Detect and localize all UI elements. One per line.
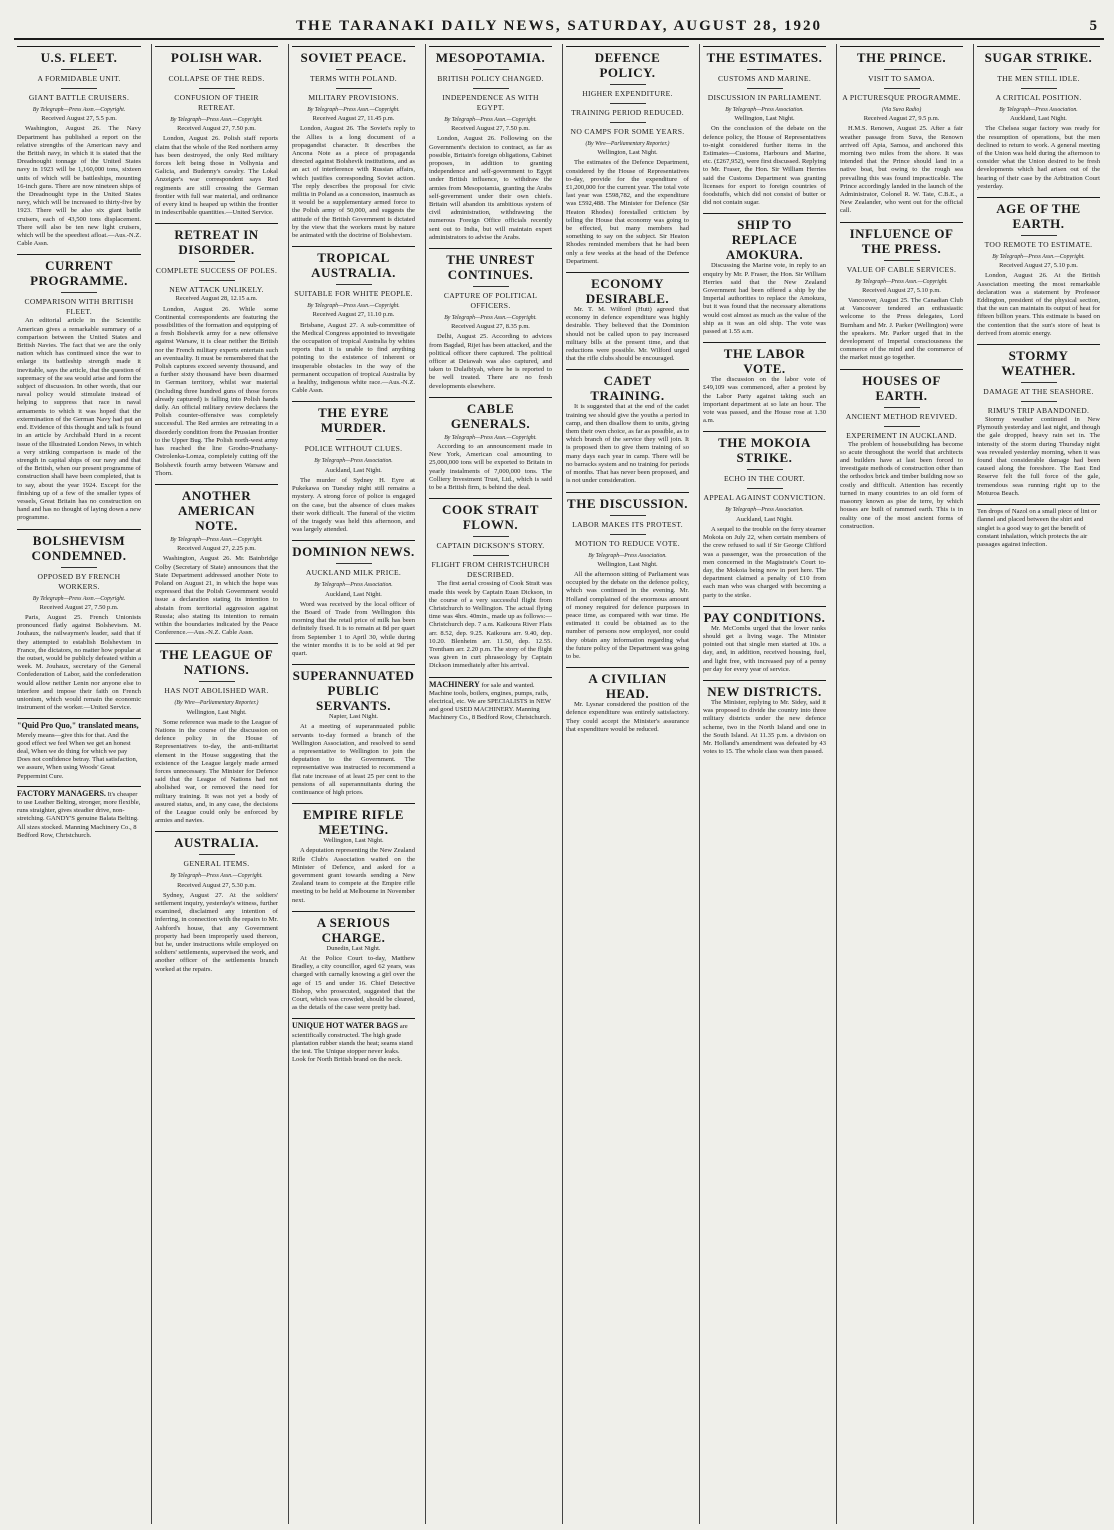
news-story	[840, 46, 963, 216]
separator-rule	[747, 488, 783, 489]
story-headline: THE DISCUSSION.	[566, 492, 689, 511]
separator-rule	[473, 88, 509, 89]
separator-rule	[61, 88, 97, 89]
column-4	[425, 44, 555, 1524]
story-body: Stormy weather continued in New Plymouth yesterday and last night, and though the gale dropped, heavy rain set in. The intensity of the storm during Thursday night was revealed yesterday morning, when it was found that considerable damage had been caused along the foreshore. The East End Reserve felt the full force of the gale, tremendous seas running right up to the Moturoa Beach.	[977, 416, 1100, 497]
story-body: London, August 26. Polish staff reports claim that the whole of the Red northern army has been destroyed, the only Red military forces left being those in Volhynia and Galicia, and Budenny's cavalry. The Lokal Anzeiger's war correspondent says Red regiments are still crossing the German frontier with full war material, and ordinance of every kind is heaped up within the frontier in indescribable quantities.—United Service.	[155, 135, 278, 217]
story-headline: THE ESTIMATES.	[703, 46, 826, 65]
dateline: Received August 27, 5.10 p.m.	[999, 262, 1078, 270]
story-body: The first aerial crossing of Cook Strait was made this week by Captain Euan Dickson, in the course of a very successful flight from Christchurch to Wellington. The actual flying time was 4hrs. 40min., made up as follows:— Christchurch dep. 7 a.m. Kaikoura River Flats arr. 8.52, dep. 9.25. Kaikoura arr. 9.40, dep. 10.20. Blenheim arr. 11.50, dep. 12.55. Trentham arr. 2.20 p.m. The story of the flight was given in curt phraseology by Captain Dickson immediately after his arrival.	[429, 580, 552, 670]
news-story	[566, 492, 689, 662]
story-headline: PAY CONDITIONS.	[703, 606, 826, 625]
news-story	[292, 246, 415, 395]
wire-credit: (By Wire—Parliamentary Reporter.)	[585, 141, 670, 147]
separator-rule	[1021, 88, 1057, 89]
story-subheading: GENERAL ITEMS.	[183, 859, 250, 869]
story-subheading: CONFUSION OF THEIR RETREAT.	[174, 93, 259, 112]
dateline: Received August 28, 12.15 a.m.	[175, 295, 258, 303]
news-story	[292, 46, 415, 240]
story-headline: CURRENT PROGRAMME.	[17, 254, 141, 288]
story-subheading: INDEPENDENCE AS WITH EGYPT.	[442, 93, 539, 112]
news-story	[292, 401, 415, 534]
story-subheading: ANCIENT METHOD REVIVED.	[845, 411, 958, 421]
wire-credit: By Telegraph—Press Assn.—Copyright.	[444, 315, 537, 322]
story-subheading: LABOR MAKES ITS PROTEST.	[572, 519, 683, 529]
advertisement	[292, 1018, 415, 1064]
story-subheading: FLIGHT FROM CHRISTCHURCH DESCRIBED.	[431, 560, 550, 580]
story-subheading: DISCUSSION IN PARLIAMENT.	[707, 93, 822, 102]
dateline: Received August 27, 11.45 p.m.	[312, 115, 395, 123]
story-body: H.M.S. Renown, August 25. After a fair weather passage from Suva, the Renown arrived off Apia, Samoa, and anchored this morning two miles from the shore. It was intended that the Prince should land in a native boat, but owing to the rough sea prevailing this was found impracticable. The Prince accordingly landed in the launch of the Administrator, Colonel R. W. Tate, C.B.E., a New Zealander, who went out for the official call.	[840, 125, 963, 215]
story-subheading: NEW ATTACK UNLIKELY.	[169, 285, 264, 295]
separator-rule	[1021, 401, 1057, 402]
story-headline: BOLSHEVISM CONDEMNED.	[17, 529, 141, 563]
story-body: The Minister, replying to Mr. Sidey, said it was proposed to divide the country into three military districts under the new defence scheme, two in the North Island and one in the South Island. At 11.35 p.m. a division on Mr. Holland's amendment was defeated by 43 votes to 15. The whole class was then passed.	[703, 698, 826, 756]
dateline: Received August 27, 7.50 p.m.	[451, 125, 530, 133]
story-headline: THE LABOR VOTE.	[703, 342, 826, 376]
advert-title: UNIQUE HOT WATER BAGS	[292, 1021, 399, 1031]
dateline: Wellington, Last Night.	[597, 560, 658, 568]
dateline: Received August 27, 9.5 p.m.	[863, 115, 940, 123]
story-subheading: TOO REMOTE TO ESTIMATE.	[984, 240, 1093, 250]
separator-rule	[199, 261, 235, 262]
story-body: The murder of Sydney H. Eyre at Pukekawa on Tuesday night still remains a mystery. A strong force of police is engaged on the case, but the absence of clues makes their work difficult. The funeral of the victim of the tragedy was held this afternoon, and was largely attended.	[292, 476, 415, 534]
columns	[14, 44, 1104, 1524]
story-subheading: THE MEN STILL IDLE.	[997, 74, 1080, 83]
story-body: On the conclusion of the debate on the defence policy, the House of Representatives to-night considered further items in the Estimates—Customs, Harbours and Marine, etc. (£267,952), were first discussed. Replying to Mr. Fraser, the Hon. Sir William Herries said the Customs Department was granting licenses for export to foreign countries of foodstuffs, which did not consist of butter or did not contain sugar.	[703, 125, 826, 207]
dateline: Auckland, Last Night.	[736, 515, 793, 523]
separator-rule	[199, 280, 235, 281]
news-story	[292, 911, 415, 1013]
separator-rule	[610, 534, 646, 535]
news-story	[703, 213, 826, 336]
story-body: London, August 26. Following on the Government's decision to contract, as far as possible, Britain's foreign obligations, Cabinet proposes, in addition to granting independence and self-government to Egypt under British influence, to withdraw the armies from Mesopotamia, granting the Arabs self-government under their own chiefs. Britain will abandon its ambitious system of civil administration, withdrawing the numerous Foreign Office officials recently sent out to India, but will maintain expert administrators to advise the Arabs.	[429, 135, 552, 241]
news-story	[429, 498, 552, 670]
story-headline: INFLUENCE OF THE PRESS.	[840, 222, 963, 256]
separator-rule	[336, 439, 372, 440]
wire-credit: By Telegraph—Press Association.	[725, 507, 804, 514]
column-7	[836, 44, 966, 1524]
story-headline: SHIP TO REPLACE AMOKURA.	[703, 213, 826, 262]
dateline: Received August 27, 5.10 p.m.	[862, 286, 941, 294]
news-story	[292, 540, 415, 658]
separator-rule	[473, 286, 509, 287]
story-body: Paris, August 25. French Unionists pronounced flatly against Bolshevism. M. Jouhaux, the railwaymen's leader, said that if they attempted to establish Bolshevism in France, the dictators, no matter how popular at the outset, would be publicly defeated within a week. M. Jouhaux, secretary of the General Confederation of Labor, said the confederation would allow neither Lenin nor anyone else to interfere and impose their faith on French unionism, which would remain the economic instrument of the worker.—United Service.	[17, 613, 141, 712]
news-story	[17, 46, 141, 248]
news-story	[292, 803, 415, 905]
separator-rule	[747, 88, 783, 89]
wire-credit: (By Wire—Parliamentary Reporter.)	[174, 700, 259, 707]
column-3	[288, 44, 418, 1524]
story-subheading: OPPOSED BY FRENCH WORKERS.	[37, 571, 121, 591]
news-story	[155, 643, 278, 825]
story-subheading: CAPTAIN DICKSON'S STORY.	[436, 541, 545, 551]
separator-rule	[884, 69, 920, 70]
column-5	[562, 44, 692, 1524]
wire-credit: By Telegraph—Press Assn.—Copyright.	[32, 107, 126, 113]
advertisement	[17, 786, 141, 840]
column-6	[699, 44, 829, 1524]
story-subheading: HAS NOT ABOLISHED WAR.	[164, 686, 269, 696]
column-1	[14, 44, 144, 1524]
news-story	[977, 344, 1100, 498]
story-body: It is suggested that at the end of the cadet training we should give the youths a period in camp, and then disallow them to units, giving them their own choice, as far as possible, as to which branch of the service they will join. It is proposed then to give them training of so many days each year in camp. There will be no barracks system and no training for periods of months. That has never been proposed, and is not under consideration.	[566, 403, 689, 485]
story-body: All the afternoon sitting of Parliament was occupied by the debate on the defence policy, which was continued in the evening. Mr. Holland complained of the enormous amount of money required for defence purposes in peace time, as compared with war time. He estimated it could be obtained as to the number of persons now employed, nor could they obtain any information regarding what the future policy of the Department was going to be.	[566, 570, 689, 660]
dateline: Received August 27, 8.35 p.m.	[451, 323, 530, 331]
story-subheading: CUSTOMS AND MARINE.	[717, 74, 812, 83]
story-headline: NEW DISTRICTS.	[703, 680, 826, 699]
news-story	[566, 46, 689, 266]
wire-credit: (Via Suva Radio)	[881, 107, 922, 113]
news-story	[840, 222, 963, 363]
separator-rule	[884, 407, 920, 408]
dateline: Received August 27, 2.25 p.m.	[177, 545, 256, 553]
story-body: Mr. Lysnar considered the position of the defence expenditure was entirely satisfactory. They could accept the Minister's assurance that expenditure would be reduced.	[566, 701, 689, 733]
story-headline: ANOTHER AMERICAN NOTE.	[155, 484, 278, 533]
story-headline: THE LEAGUE OF NATIONS.	[155, 643, 278, 677]
story-subheading: COLLAPSE OF THE REDS.	[168, 74, 265, 83]
column-2	[151, 44, 281, 1524]
advert-title: MACHINERY	[429, 679, 480, 689]
story-body: Discussing the Marine vote, in reply to an enquiry by Mr. P. Fraser, the Hon. Sir William Herries said that the New Zealand Government had been offered a ship by the Imperial authorities to replace the Amokura, but it was found that the necessary alterations would cost almost as much as the value of the ship as it was an old ship. The vote was passed at 1.55 a.m.	[703, 262, 826, 336]
separator-rule	[884, 426, 920, 427]
advert-body: Merely means—give this for that. And the good effect we feel When we get an honest deal, When we do thing for which we pay Does not confidence betray. That satisfaction, we assure, When using Woods' Great Peppermint Cure.	[17, 731, 138, 780]
advertisement	[17, 718, 141, 780]
story-body: The estimates of the Defence Department, considered by the House of Representatives to-day, provide for the expenditure of £1,200,000 for the current year. The total vote last year was £598,782, and the expenditure was £592,488. The Minister for Defence (Sir Heaton Rhodes) forestalled criticism by telling the House that economy was going to be effected, but many members had something to say on the subject. Sir Heaton Rhodes reminded members that he had been only a few weeks at the head of the Defence Department.	[566, 159, 689, 265]
story-subheading: MILITARY PROVISIONS.	[308, 93, 399, 102]
story-headline: THE MOKOIA STRIKE.	[703, 431, 826, 465]
story-subheading: TERMS WITH POLAND.	[310, 74, 397, 83]
story-headline: SUPERANNUATED PUBLIC SERVANTS.	[292, 664, 415, 713]
story-subheading: APPEAL AGAINST CONVICTION.	[703, 493, 826, 503]
story-subheading: AUCKLAND MILK PRICE.	[305, 568, 402, 578]
story-headline: SOVIET PEACE.	[292, 46, 415, 65]
news-story	[703, 342, 826, 425]
wire-credit: By Telegraph—Press Assn.—Copyright.	[444, 117, 537, 123]
dateline: Auckland, Last Night.	[325, 590, 382, 598]
story-subheading: DAMAGE AT THE SEASHORE.	[983, 387, 1094, 397]
story-headline: THE UNREST CONTINUES.	[429, 248, 552, 282]
story-body: Vancouver, August 25. The Canadian Club at Vancouver tendered an enthusiastic welcome to the Press delegates, Lord Burnham and Mr. J. Parker (Wellington) were the speakers. Mr. Parker urged that in the development of Imperial consciousness the commerce of the mind and the commerce of the market must go together.	[840, 297, 963, 362]
story-body: Some reference was made to the League of Nations in the course of the discussion on defence policy in the House of Representatives to-day, the anti-militarist element in the House suggesting that the existence of the League largely made armed forces unnecessary. The Minister for Defence said that the League of Nations had not abolished war, or removed the need for military training. It was not yet a body of assured status, and, in any case, the decisions of the League could only be enforced by armies and navies.	[155, 718, 278, 825]
story-headline: DEFENCE POLICY.	[566, 46, 689, 80]
separator-rule	[747, 69, 783, 70]
story-body: Washington, August 26. Mr. Bainbridge Colby (Secretary of State) announces that the State Department addressed another Note to Poland on August 21, in which the hope was expressed that the Polish Government would issue a declaration stating its intention to abstain from territorial aggression against Russia; also stating its intention to remain within the boundaries indicated by the Peace Conference.—Aus.-N.Z. Cable Assn.	[155, 555, 278, 637]
news-story	[703, 606, 826, 674]
separator-rule	[747, 469, 783, 470]
story-headline: DOMINION NEWS.	[292, 540, 415, 559]
story-subheading: GIANT BATTLE CRUISERS.	[28, 93, 130, 102]
news-story	[429, 248, 552, 391]
news-story	[155, 223, 278, 477]
story-body: Brisbane, August 27. A sub-committee of the Medical Congress appointed to investigate the occupation of tropical Australia by whites reports that it is unable to find anything pointing to the existence of inherent or insuperable obstacles in the way of the permanent occupation of tropical Australia by a healthy, indigenous white race.—Aus.-N.Z. Cable Assn.	[292, 321, 415, 395]
story-subheading: POLICE WITHOUT CLUES.	[304, 444, 403, 454]
separator-rule	[610, 122, 646, 123]
news-story	[566, 369, 689, 485]
story-headline: COOK STRAIT FLOWN.	[429, 498, 552, 532]
news-story	[155, 484, 278, 637]
separator-rule	[336, 284, 372, 285]
dateline: Received August 27, 5.5 p.m.	[41, 115, 117, 123]
story-body: London, August 26. While some Continental correspondents are featuring the possibilities of the formation and equipping of a fresh Bolshevik army for a new offensive against Warsaw, it is clear neither the British nor the French military experts entertain such an eventuality. It must be remembered that the Polish captures exceed seventy thousand, and a further sixty thousand have been disarmed in German territory, whilst war material (including three hundred guns of those forces already captured) is falling into Polish hands daily. An official military review declares the Polish counter-offensive was completely successful. The Red armies are retreating in a disorderly condition from the Prussian frontier to the Upper Bug. The Polish north-west army has reached the line Grodno-Pruzhany-Ostrolenka-Lomza, completely cutting off the Bolshevik fourth army between Warsaw and Thorn.	[155, 305, 278, 477]
news-story	[703, 431, 826, 599]
story-body: Mr. T. M. Wilford (Hutt) agreed that economy in defence expenditure was highly desirable. They believed that the Dominion should not be called upon to pay increased military bills at the present time, and that reductions were possible. Mr. Wilford urged that the rifle clubs should be encouraged.	[566, 306, 689, 363]
wire-credit: By Telegraph—Press Assn.—Copyright.	[992, 254, 1085, 261]
dateline: Wellington, Last Night.	[597, 149, 658, 157]
story-subheading: A PICTURESQUE PROGRAMME.	[842, 93, 961, 102]
story-headline: SUGAR STRIKE.	[977, 46, 1100, 65]
separator-rule	[473, 536, 509, 537]
story-body: The Chelsea sugar factory was ready for the resumption of operations, but the men declined to return to work. A general meeting of the Union was held during the afternoon to consider what the Union desired to be fresh developments which had arisen out of the hearing of their case by the Arbitration Court yesterday.	[977, 125, 1100, 190]
advert-body: Ten drops of Nazol on a small piece of lint or flannel and placed between the shirt and singlet is a good way to get the benefit of constant inhalation, which protects the air passages against infection.	[977, 508, 1097, 548]
wire-credit: By Telegraph—Press Assn.—Copyright.	[32, 595, 126, 602]
story-headline: MESOPOTAMIA.	[429, 46, 552, 65]
story-body: Delhi, August 25. According to advices from Bagdad, Rijet has been attacked, and the political officer there captured. The political officer at Deiawah was also captured, and taken to Dulaibiyah, where he is reported to be well treated. There are no fresh developments elsewhere.	[429, 333, 552, 390]
story-subheading: ECHO IN THE COURT.	[723, 474, 806, 484]
news-story	[977, 46, 1100, 191]
story-subheading: TRAINING PERIOD REDUCED.	[571, 108, 684, 117]
story-subheading: A FORMIDABLE UNIT.	[37, 74, 121, 83]
separator-rule	[610, 84, 646, 85]
story-subheading: CAPTURE OF POLITICAL OFFICERS.	[443, 291, 538, 311]
story-headline: U.S. FLEET.	[17, 46, 141, 65]
column-8	[973, 44, 1103, 1524]
news-story	[292, 664, 415, 797]
story-headline: CADET TRAINING.	[566, 369, 689, 403]
news-story	[429, 46, 552, 242]
separator-rule	[610, 515, 646, 516]
story-subheading: NO CAMPS FOR SOME YEARS.	[570, 127, 685, 136]
news-story	[155, 831, 278, 973]
story-headline: POLISH WAR.	[155, 46, 278, 65]
news-story	[429, 397, 552, 492]
separator-rule	[336, 69, 372, 70]
story-headline: A CIVILIAN HEAD.	[566, 667, 689, 701]
story-subheading: EXPERIMENT IN AUCKLAND.	[846, 430, 957, 440]
story-body: London, August 26. The Soviet's reply to the Allies is a long document of a propagandist character. It describes the Ancona Note as a piece of propaganda directed against Bolshevik institutions, and as an act of interference with Russian affairs, which justifies corresponding Soviet action. The reply describes the proposal for civic militia in Poland as a concession, inasmuch as it would be a supplementary armed force to the Polish army of 50,000, and suggests the attitude of the British Government is dictated by the view that the workers must by nature be animated with the doctrine of Bolshevism.	[292, 125, 415, 240]
story-subheading: A CRITICAL POSITION.	[995, 93, 1082, 102]
page-number: 5	[1089, 18, 1098, 34]
story-body: Washington, August 26. The Navy Department has published a report on the relative strengths of the American navy and the British navy, in which it is stated that the Dreadnought tonnage of the United States navy in 1923 will be 1,160,000 tons, sixteen units of which will be battleships, mounting 16-inch guns. There are now nineteen ships of the Dreadnought type in the United States navy, which will be increased to thirty-five by 1923. There will be also six giant battle cruisers, each of 43,500 tons displacement. There will also be ten new light cruisers, which will be the speediest afloat.—Aus.-N.Z. Cable Assn.	[17, 125, 141, 248]
story-subheading: SUITABLE FOR WHITE PEOPLE.	[294, 289, 413, 299]
wire-credit: By Telegraph—Press Association.	[999, 107, 1078, 113]
wire-credit: By Telegraph—Press Assn.—Copyright.	[307, 303, 400, 310]
wire-credit: By Telegraph—Press Association.	[314, 582, 393, 589]
dateline: Dunedin, Last Night.	[326, 944, 381, 952]
news-story	[155, 46, 278, 217]
advert-body: It's cheaper to use Leather Belting, stronger, more flexible, runs straighter, gives steadier drive, non-stretching. GANDY'S genuine Balata Belting. All sizes stocked. Manning Machinery Co., 8 Bedford Row, Christchurch.	[17, 790, 141, 839]
wire-credit: By Telegraph—Press Association.	[588, 552, 667, 559]
story-subheading: RIMU'S TRIP ABANDONED.	[987, 406, 1090, 416]
news-story	[703, 680, 826, 756]
dateline: Received August 27, 7.50 p.m.	[177, 125, 256, 133]
separator-rule	[1021, 235, 1057, 236]
separator-rule	[199, 854, 235, 855]
story-subheading: COMPARISON WITH BRITISH FLEET.	[24, 297, 134, 317]
news-story	[17, 254, 141, 522]
advert-title: "Quid Pro Quo," translated means,	[17, 721, 139, 731]
story-subheading: VALUE OF CABLE SERVICES.	[846, 264, 957, 274]
masthead-title: THE TARANAKI DAILY NEWS, SATURDAY, AUGUST 28, 1920	[296, 18, 822, 34]
dateline: Wellington, Last Night.	[323, 837, 384, 845]
dateline: Auckland, Last Night.	[1010, 115, 1067, 123]
wire-credit: By Telegraph—Press Assn.—Copyright.	[170, 536, 263, 543]
separator-rule	[61, 567, 97, 568]
story-body: According to an announcement made in New York, American coal amounting to 25,000,000 tons will be exported to Britain in yearly instalments of 7,000,000 tons. The Colliery Investment Trust, Ltd., which is said to be a British firm, is behind the deal.	[429, 443, 552, 492]
dateline: Wellington, Last Night.	[186, 708, 247, 716]
story-body: Word was received by the local officer of the Board of Trade from Wellington this morning that the retail price of milk has been definitely fixed. It is to remain at 8d per quart from September 1 to April 30, while during the winter months it is to be sold at 9d per quart.	[292, 600, 415, 657]
separator-rule	[1021, 69, 1057, 70]
story-body: A deputation representing the New Zealand Rifle Club's Association waited on the Minister of Defence, and asked for a government grant towards sending a New Zealand team to compete at the Empire rifle meeting to be held at Melbourne in November next.	[292, 847, 415, 904]
separator-rule	[199, 88, 235, 89]
story-headline: A SERIOUS CHARGE.	[292, 911, 415, 945]
separator-rule	[336, 563, 372, 564]
news-story	[840, 369, 963, 531]
news-story	[977, 197, 1100, 338]
news-story	[566, 272, 689, 363]
story-headline: THE EYRE MURDER.	[292, 401, 415, 435]
separator-rule	[884, 88, 920, 89]
wire-credit: By Telegraph—Press Association.	[725, 107, 804, 113]
separator-rule	[1021, 382, 1057, 383]
separator-rule	[610, 103, 646, 104]
story-body: Mr. McCombs urged that the lower ranks should get a living wage. The Minister pointed out that single men started at 10s. a day, and, in addition, received housing, fuel, and light free, with increased pay of a penny per day for every year of service.	[703, 624, 826, 673]
news-story	[703, 46, 826, 207]
story-subheading: COMPLETE SUCCESS OF POLES.	[155, 266, 278, 276]
dateline: Received August 27, 5.30 p.m.	[177, 881, 256, 889]
story-headline: AUSTRALIA.	[155, 831, 278, 850]
story-subheading: BRITISH POLICY CHANGED.	[437, 74, 544, 83]
story-body: An editorial article in the Scientific American gives a remarkable summary of a comparison between the United States and British Navies. The fact that we are the only nation which has continued since the war to enlarge its battleship strength made it inevitable, says the article, that the question of supremacy of the sea would arise and form the subject of discussion. In other words, that our naval policy would stimulate instead of helping to suppress that race in naval armaments to which it was hoped that the extermination of the German Navy had put an end. Evidence of this thought and talk is found in an article by Archibald Hurd in a recent issue of the Illustrated London News, in which a very striking comparison is made of the strength in capital ships of our navy and that of the British, when our present programme of construction shall have been completed, that is to say, about the year 1924. Except for the finishing up of a few of the smaller types of vessels, Great Britain has no construction on hand and has no thought of laying down a new programme.	[17, 317, 141, 522]
wire-credit: By Telegraph—Press Assn.—Copyright.	[170, 873, 263, 880]
separator-rule	[199, 681, 235, 682]
story-subheading: VISIT TO SAMOA.	[868, 74, 935, 83]
story-body: At the Police Court to-day, Matthew Bradley, a city councillor, aged 62 years, was charged with carnally knowing a girl over the age of 15 and under 16. Chief Detective Bishop, who prosecuted, suggested that the Court, which was crowded, should be cleared, as the details of the case were pretty bad.	[292, 955, 415, 1012]
story-headline: CABLE GENERALS.	[429, 397, 552, 431]
wire-credit: By Telegraph—Press Association.	[314, 458, 393, 465]
separator-rule	[61, 69, 97, 70]
story-headline: THE PRINCE.	[840, 46, 963, 65]
story-headline: RETREAT IN DISORDER.	[155, 223, 278, 257]
masthead	[14, 10, 1104, 40]
wire-credit: By Telegraph—Press Assn.—Copyright.	[444, 434, 537, 441]
story-body: At a meeting of superannuated public servants to-day formed a branch of the Wellington Association, and resolved to send a representative to Wellington to join the deputation to the Government. The representative was instructed to recommend a flat rate increase of at least 25 per cent to the pensions of all superannuitants during the continuance of high prices.	[292, 723, 415, 796]
story-headline: TROPICAL AUSTRALIA.	[292, 246, 415, 280]
story-body: London, August 26. At the British Association meeting the most remarkable declaration was a statement by Professor Eddington, president of the physical section, that the sun can maintain its output of heat for fifteen billion years. This estimate is based on the contention that the sun's store of heat is derived from atomic energy.	[977, 272, 1100, 337]
story-body: The problem of housebuilding has become so acute throughout the world that architects and builders have at last been forced to investigate methods of construction other than the orthodox brick and timber building now so costly and difficult. Attention has recently turned in many countries to an old form of masonry known as pise de terre, by which houses are built of rammed earth. This is in reality one of the most ancient forms of construction.	[840, 440, 963, 530]
wire-credit: By Telegraph—Press Assn.—Copyright.	[855, 278, 948, 285]
advert-body: are scientifically constructed. The high grade plantation rubber stands the heat; seams stand the test. The Unique stopper never leaks. Look for North British brand on the neck.	[292, 1023, 413, 1064]
dateline: Napier, Last Night.	[328, 713, 379, 721]
wire-credit: By Telegraph—Press Assn.—Copyright.	[170, 117, 263, 123]
advert-body: for sale and wanted. Machine tools, boilers, engines, pumps, rails, electrical, etc. We are SPECIALISTS in NEW and good USED MACHINERY. Manning Machinery Co., 8 Bedford Row, Christchurch.	[429, 681, 552, 722]
story-headline: HOUSES OF EARTH.	[840, 369, 963, 403]
separator-rule	[199, 69, 235, 70]
story-headline: ECONOMY DESIRABLE.	[566, 272, 689, 306]
dateline: Wellington, Last Night.	[734, 115, 795, 123]
story-headline: AGE OF THE EARTH.	[977, 197, 1100, 231]
separator-rule	[884, 260, 920, 261]
wire-credit: By Telegraph—Press Assn.—Copyright.	[307, 107, 400, 113]
separator-rule	[336, 88, 372, 89]
separator-rule	[473, 555, 509, 556]
news-story	[17, 529, 141, 713]
story-body: A sequel to the trouble on the ferry steamer Mokoia on July 22, when certain members of the crew refused to sail if Sir George Clifford was a passenger, was the prosecution of the men concerned in the Magistrate's Court to-day, the Mokoia being now in port here. The department claimed a penalty of £10 from each man who was charged with becoming a party to the strike.	[703, 525, 826, 599]
dateline: Auckland, Last Night.	[325, 466, 382, 474]
story-subheading: MOTION TO REDUCE VOTE.	[575, 538, 680, 548]
advert-title: FACTORY MANAGERS.	[17, 788, 106, 798]
story-headline: STORMY WEATHER.	[977, 344, 1100, 378]
separator-rule	[61, 292, 97, 293]
advertisement	[429, 677, 552, 723]
story-body: Sydney, August 27. At the soldiers' settlement inquiry, yesterday's witness, further examined, disclaimed any intention of inferring, in connection with the repairs to Mr. Ashford's house, that any Government property had been improperly used thereon, but he, under instructions while employed on soldiers' settlements, supervised the work, and another officer of the settlements branch worked at the repairs.	[155, 891, 278, 973]
dateline: Received August 27, 7.50 p.m.	[39, 603, 119, 611]
news-story	[566, 667, 689, 734]
advertisement	[977, 504, 1100, 549]
dateline: Received August 27, 11.10 p.m.	[312, 311, 395, 319]
story-body: The discussion on the labor vote of £49,109 was commenced, after a protest by the Labor Party against taking such an important department at so late an hour. The vote was passed, and the House rose at 1.30 a.m.	[703, 376, 826, 425]
separator-rule	[473, 69, 509, 70]
story-subheading: HIGHER EXPENDITURE.	[582, 89, 673, 98]
story-headline: EMPIRE RIFLE MEETING.	[292, 803, 415, 837]
